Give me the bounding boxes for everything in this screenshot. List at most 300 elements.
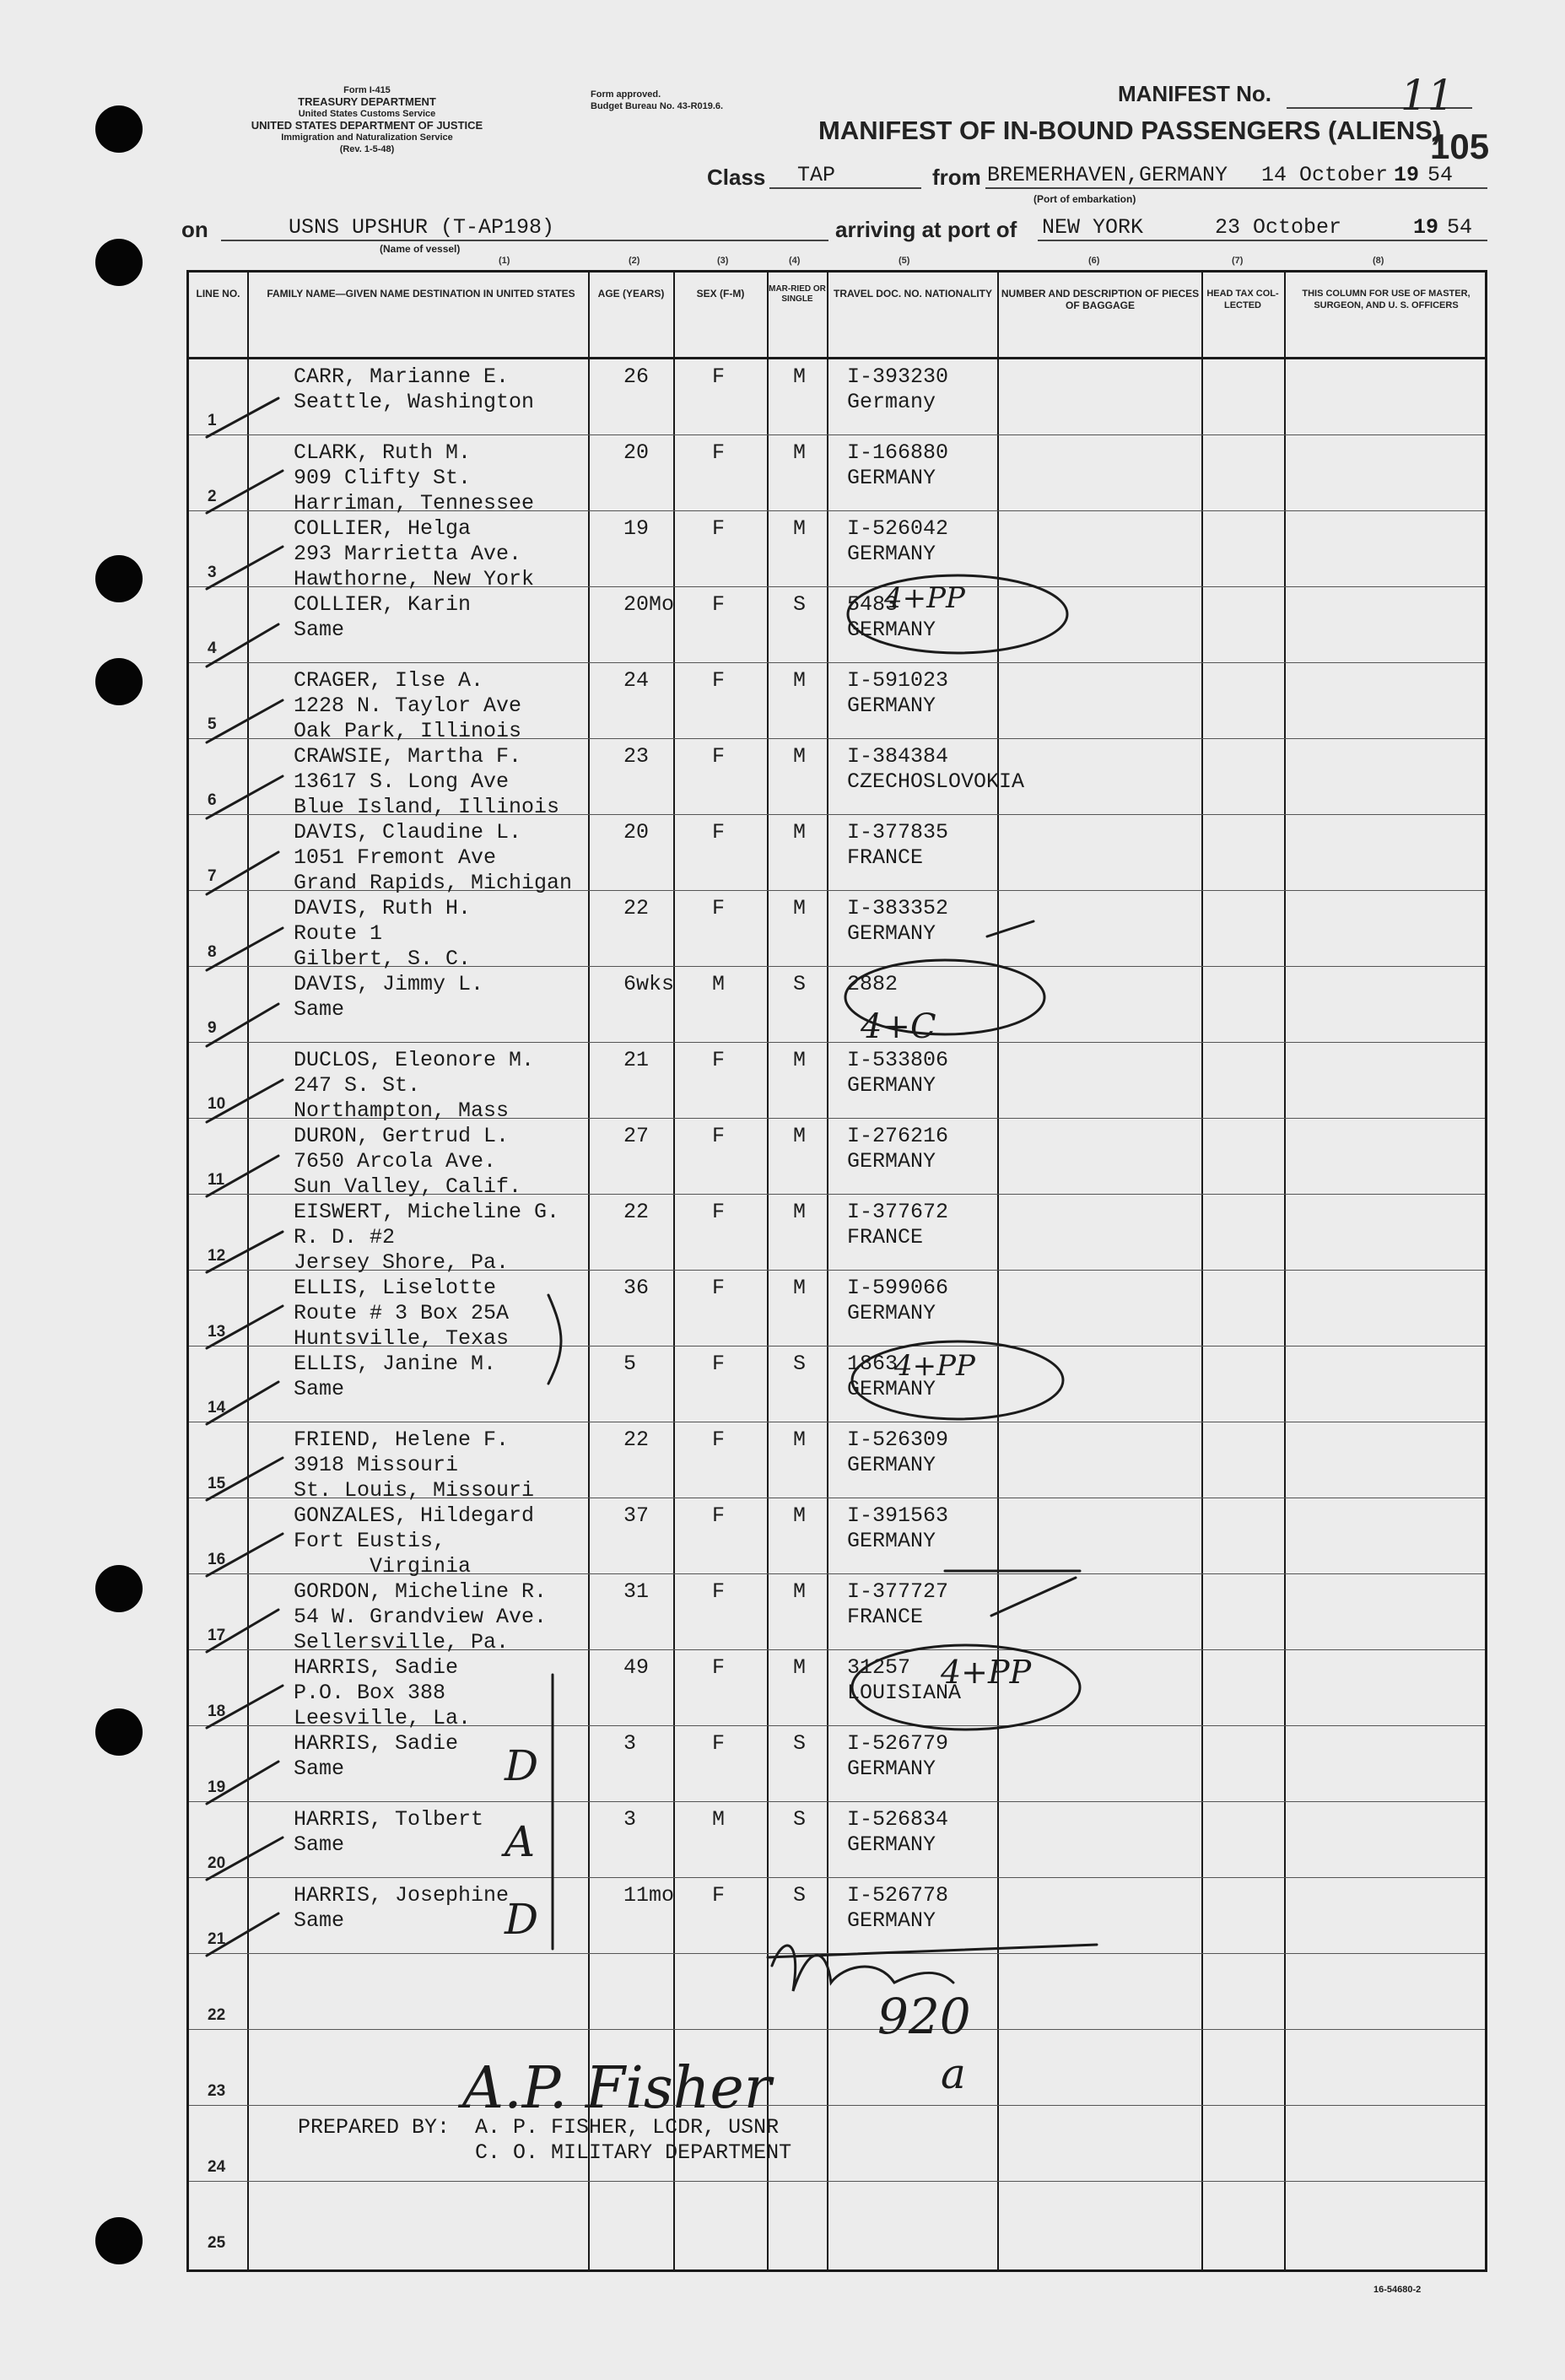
punch-hole xyxy=(95,658,143,705)
line-number: 20 xyxy=(208,1854,226,1872)
travel-doc-nationality xyxy=(847,1731,948,1782)
sex: F xyxy=(712,1200,726,1224)
age: 49 xyxy=(623,1655,650,1680)
line-number: 15 xyxy=(208,1475,226,1492)
passenger-name-destination xyxy=(294,1731,458,1782)
passenger-name: GONZALES, Hildegard xyxy=(294,1503,535,1528)
age: 23 xyxy=(623,744,650,769)
form-code: 16-54680-2 xyxy=(1373,2285,1422,2295)
departure-year-prefix: 19 xyxy=(1394,163,1420,187)
nationality: GERMANY xyxy=(847,1377,936,1401)
table-row xyxy=(189,1498,1485,1579)
age: 19 xyxy=(623,516,650,541)
sex: F xyxy=(712,1276,726,1300)
travel-doc-number: I-393230 xyxy=(847,364,949,389)
destination-line: Same xyxy=(294,618,345,642)
travel-doc-number: I-599066 xyxy=(847,1276,949,1300)
travel-doc-number: I-591023 xyxy=(847,668,949,693)
destination-line: 7650 Arcola Ave. xyxy=(294,1149,497,1174)
sex: F xyxy=(712,592,726,617)
age: 22 xyxy=(623,1427,650,1452)
passenger-name-destination xyxy=(294,972,483,1023)
line-number: 9 xyxy=(208,1019,217,1037)
line-number: 6 xyxy=(208,791,217,809)
destination-line: Oak Park, Illinois xyxy=(294,719,522,743)
prepared-by-line1: PREPARED BY: A. P. FISHER, LCDR, USNR xyxy=(298,2115,780,2140)
travel-doc-number: I-384384 xyxy=(847,744,949,769)
age: 21 xyxy=(623,1048,650,1072)
port-of-embarkation: BREMERHAVEN,GERMANY xyxy=(987,163,1228,187)
nationality: CZECHOSLOVOKIA xyxy=(847,769,1025,794)
destination-line: Same xyxy=(294,1832,345,1857)
destination-line: Northampton, Mass xyxy=(294,1098,510,1123)
travel-doc-nationality xyxy=(847,1048,948,1098)
annotation-row9: 4+C xyxy=(861,1007,936,1046)
nationality: GERMANY xyxy=(847,618,936,642)
passenger-name: DAVIS, Jimmy L. xyxy=(294,972,484,996)
marital-status: M xyxy=(793,364,807,389)
marital-status: M xyxy=(793,1276,807,1300)
travel-doc-number: I-377672 xyxy=(847,1200,949,1224)
column-header-name: FAMILY NAME—GIVEN NAME DESTINATION IN UNITED STATES xyxy=(267,288,575,300)
travel-doc-number: I-526778 xyxy=(847,1883,949,1908)
table-row xyxy=(189,1422,1485,1503)
manifest-number-value: 11 xyxy=(1400,71,1454,120)
sex: F xyxy=(712,1579,726,1604)
sex: F xyxy=(712,744,726,769)
travel-doc-number: I-166880 xyxy=(847,440,949,465)
destination-line: Gilbert, S. C. xyxy=(294,947,472,971)
line-number: 14 xyxy=(208,1399,226,1417)
travel-doc-nationality xyxy=(847,1579,948,1630)
form-approved: Form approved. Budget Bureau No. 43-R019.6. xyxy=(591,89,724,111)
arriving-label: arriving at port of xyxy=(835,217,1017,242)
age: 31 xyxy=(623,1579,650,1604)
destination-line: R. D. #2 xyxy=(294,1225,396,1249)
destination-line: 1051 Fremont Ave xyxy=(294,845,497,870)
line-number: 1 xyxy=(208,412,217,429)
vessel-name: USNS UPSHUR (T-AP198) xyxy=(289,215,555,240)
line-number: 7 xyxy=(208,867,217,885)
table-row xyxy=(189,1347,1485,1422)
sex: F xyxy=(712,1731,726,1756)
line-number: 25 xyxy=(208,2234,226,2252)
age: 22 xyxy=(623,896,650,920)
travel-doc-number: 5483 xyxy=(847,592,899,617)
passenger-table xyxy=(186,270,1487,2272)
passenger-name-destination xyxy=(294,1124,521,1200)
nationality: GERMANY xyxy=(847,1073,936,1098)
marital-status: M xyxy=(793,1579,807,1604)
passenger-name-destination xyxy=(294,1048,534,1124)
travel-doc-nationality xyxy=(847,668,948,719)
column-header-age: AGE (YEARS) xyxy=(597,288,665,300)
table-row xyxy=(189,1271,1485,1351)
table-row xyxy=(189,587,1485,663)
annotation-row19: D xyxy=(505,1741,539,1790)
marital-status: M xyxy=(793,1200,807,1224)
age: 6wks xyxy=(623,972,675,996)
marital-status: S xyxy=(793,972,807,996)
passenger-name: CRAGER, Ilse A. xyxy=(294,668,484,693)
travel-doc-number: I-377835 xyxy=(847,820,949,845)
punch-hole xyxy=(95,1708,143,1756)
table-row xyxy=(189,359,1485,435)
destination-line: 293 Marrietta Ave. xyxy=(294,542,522,566)
line-number: 19 xyxy=(208,1778,226,1796)
class-value: TAP xyxy=(797,163,836,187)
marital-status: S xyxy=(793,1731,807,1756)
table-row xyxy=(189,1878,1485,1954)
travel-doc-number: 31257 xyxy=(847,1655,911,1680)
destination-line: 909 Clifty St. xyxy=(294,466,472,490)
passenger-name: DAVIS, Ruth H. xyxy=(294,896,472,920)
marital-status: M xyxy=(793,1048,807,1072)
destination-line: Blue Island, Illinois xyxy=(294,795,560,819)
travel-doc-nationality xyxy=(847,1276,948,1326)
travel-doc-nationality xyxy=(847,972,898,997)
destination-line: 1228 N. Taylor Ave xyxy=(294,693,522,718)
line-number: 11 xyxy=(208,1171,225,1189)
table-row xyxy=(189,1195,1485,1275)
punch-hole xyxy=(95,1565,143,1612)
annotation-bottom-numbers: 920 xyxy=(877,1988,971,2045)
sex: F xyxy=(712,1883,726,1908)
revision: (Rev. 1-5-48) xyxy=(339,144,395,154)
passenger-name: HARRIS, Josephine xyxy=(294,1883,510,1908)
destination-line: Harriman, Tennessee xyxy=(294,491,535,515)
table-row xyxy=(189,435,1485,515)
destination-line: 3918 Missouri xyxy=(294,1453,459,1477)
marital-status: M xyxy=(793,1503,807,1528)
passenger-name: COLLIER, Karin xyxy=(294,592,472,617)
table-row xyxy=(189,663,1485,743)
passenger-name: CRAWSIE, Martha F. xyxy=(294,744,522,769)
sex: F xyxy=(712,1655,726,1680)
class-label: Class xyxy=(707,165,766,190)
destination-line: Route 1 xyxy=(294,921,383,946)
marital-status: M xyxy=(793,744,807,769)
table-row xyxy=(189,739,1485,819)
nationality: GERMANY xyxy=(847,1908,936,1933)
passenger-name-destination xyxy=(294,1503,534,1579)
form-identification xyxy=(181,84,553,155)
passenger-name-destination xyxy=(294,1655,471,1731)
nationality: GERMANY xyxy=(847,542,936,566)
form-number: Form I-415 xyxy=(343,85,391,95)
department-name: TREASURY DEPARTMENT xyxy=(298,95,436,108)
destination-line: Leesville, La. xyxy=(294,1706,472,1730)
travel-doc-nationality xyxy=(847,1124,948,1174)
passenger-name-destination xyxy=(294,1579,547,1655)
empty-row xyxy=(189,2030,1485,2106)
nationality: GERMANY xyxy=(847,693,936,718)
travel-doc-nationality xyxy=(847,516,948,567)
passenger-name-destination xyxy=(294,592,471,643)
passenger-name: CARR, Marianne E. xyxy=(294,364,510,389)
arrival-year: 54 xyxy=(1447,215,1473,240)
line-number: 22 xyxy=(208,2006,226,2024)
table-row xyxy=(189,1119,1485,1199)
travel-doc-nationality xyxy=(847,1503,948,1554)
age: 24 xyxy=(623,668,650,693)
nationality: GERMANY xyxy=(847,1832,936,1857)
passenger-name-destination xyxy=(294,1807,483,1858)
arrival-port: NEW YORK xyxy=(1042,215,1144,240)
table-row xyxy=(189,1650,1485,1730)
travel-doc-nationality xyxy=(847,1200,948,1250)
age: 20Mo xyxy=(623,592,675,617)
sex: F xyxy=(712,1352,726,1376)
travel-doc-number: I-526042 xyxy=(847,516,949,541)
line-number: 12 xyxy=(208,1247,226,1265)
passenger-name: DAVIS, Claudine L. xyxy=(294,820,522,845)
annotation-row21: D xyxy=(505,1895,539,1944)
travel-doc-nationality xyxy=(847,820,948,871)
travel-doc-nationality xyxy=(847,1427,948,1478)
sex: F xyxy=(712,1503,726,1528)
destination-line: Virginia xyxy=(294,1554,472,1579)
destination-line: Huntsville, Texas xyxy=(294,1326,510,1351)
passenger-name: CLARK, Ruth M. xyxy=(294,440,472,465)
age: 36 xyxy=(623,1276,650,1300)
departure-year: 54 xyxy=(1427,163,1454,187)
line-number: 21 xyxy=(208,1930,226,1948)
destination-line: Grand Rapids, Michigan xyxy=(294,871,573,895)
sex: F xyxy=(712,896,726,920)
ins-name: Immigration and Naturalization Service xyxy=(281,132,453,143)
travel-doc-number: I-526309 xyxy=(847,1427,949,1452)
on-label: on xyxy=(181,217,208,242)
sex: F xyxy=(712,516,726,541)
nationality: GERMANY xyxy=(847,1757,936,1781)
punch-hole xyxy=(95,105,143,153)
vessel-name-label: (Name of vessel) xyxy=(380,243,461,255)
line-number: 4 xyxy=(208,640,217,657)
justice-dept-name: UNITED STATES DEPARTMENT OF JUSTICE xyxy=(251,119,483,132)
column-header-travel-doc: TRAVEL DOC. NO. NATIONALITY xyxy=(834,288,992,300)
departure-date: 14 October xyxy=(1261,163,1389,187)
destination-line: Same xyxy=(294,1908,345,1933)
line-number: 18 xyxy=(208,1703,226,1720)
line-number: 24 xyxy=(208,2158,226,2176)
destination-line: 247 S. St. xyxy=(294,1073,421,1098)
arrival-date: 23 October xyxy=(1215,215,1342,240)
passenger-name: HARRIS, Tolbert xyxy=(294,1807,484,1832)
punch-hole xyxy=(95,555,143,602)
punch-hole xyxy=(95,2217,143,2264)
destination-line: Route # 3 Box 25A xyxy=(294,1301,510,1325)
passenger-name-destination xyxy=(294,896,471,972)
table-row xyxy=(189,891,1485,971)
passenger-name-destination xyxy=(294,1427,534,1503)
destination-line: Same xyxy=(294,1377,345,1401)
destination-line: Jersey Shore, Pa. xyxy=(294,1250,510,1275)
sex: F xyxy=(712,668,726,693)
nationality: GERMANY xyxy=(847,921,936,946)
nationality: GERMANY xyxy=(847,1453,936,1477)
sex: F xyxy=(712,364,726,389)
passenger-name: DURON, Gertrud L. xyxy=(294,1124,510,1148)
table-row xyxy=(189,511,1485,591)
nationality: FRANCE xyxy=(847,1225,924,1249)
annotation-bottom-letter: a xyxy=(941,2049,966,2098)
destination-line: Sun Valley, Calif. xyxy=(294,1174,522,1199)
empty-row xyxy=(189,2182,1485,2258)
nationality: GERMANY xyxy=(847,1529,936,1553)
table-row xyxy=(189,1574,1485,1654)
annotation-row14: 4+PP xyxy=(894,1349,975,1383)
travel-doc-nationality xyxy=(847,364,948,415)
marital-status: S xyxy=(793,1807,807,1832)
passenger-name-destination xyxy=(294,744,559,820)
passenger-name-destination xyxy=(294,1200,559,1276)
passenger-name-destination xyxy=(294,440,534,516)
passenger-name-destination xyxy=(294,820,572,896)
sex: F xyxy=(712,440,726,465)
sex: F xyxy=(712,820,726,845)
service-name: United States Customs Service xyxy=(298,109,436,119)
travel-doc-number: I-276216 xyxy=(847,1124,949,1148)
annotation-row18: 4+PP xyxy=(941,1654,1032,1691)
from-label: from xyxy=(932,165,981,190)
travel-doc-nationality xyxy=(847,1655,961,1706)
prepared-by xyxy=(298,2115,791,2166)
destination-line: P.O. Box 388 xyxy=(294,1681,446,1705)
line-number: 2 xyxy=(208,488,217,505)
age: 26 xyxy=(623,364,650,389)
nationality: GERMANY xyxy=(847,466,936,490)
nationality: GERMANY xyxy=(847,1149,936,1174)
marital-status: M xyxy=(793,1124,807,1148)
age: 20 xyxy=(623,820,650,845)
destination-line: St. Louis, Missouri xyxy=(294,1478,535,1503)
passenger-name: HARRIS, Sadie xyxy=(294,1731,459,1756)
passenger-name-destination xyxy=(294,516,534,592)
nationality: FRANCE xyxy=(847,845,924,870)
table-row xyxy=(189,1802,1485,1878)
travel-doc-number: 1863 xyxy=(847,1352,899,1376)
age: 27 xyxy=(623,1124,650,1148)
annotation-row4: 4+PP xyxy=(884,581,965,615)
age: 22 xyxy=(623,1200,650,1224)
marital-status: M xyxy=(793,516,807,541)
travel-doc-number: 2882 xyxy=(847,972,899,996)
travel-doc-nationality xyxy=(847,744,1024,795)
nationality: GERMANY xyxy=(847,1301,936,1325)
sex: F xyxy=(712,1427,726,1452)
passenger-name-destination xyxy=(294,1883,509,1934)
column-numbers: (1) (2) (3) (4) (5) (6) (7) (8) xyxy=(499,256,1384,266)
destination-line: Same xyxy=(294,1757,345,1781)
travel-doc-nationality xyxy=(847,440,948,491)
travel-doc-number: I-533806 xyxy=(847,1048,949,1072)
table-row xyxy=(189,967,1485,1043)
sex: F xyxy=(712,1048,726,1072)
destination-line: Sellersville, Pa. xyxy=(294,1630,510,1654)
page-title: MANIFEST OF IN-BOUND PASSENGERS (ALIENS) xyxy=(818,116,1442,145)
travel-doc-number: I-377727 xyxy=(847,1579,949,1604)
column-header-baggage: NUMBER AND DESCRIPTION OF PIECES OF BAGGAGE xyxy=(1001,288,1200,311)
passenger-name: DUCLOS, Eleonore M. xyxy=(294,1048,535,1072)
travel-doc-nationality xyxy=(847,1883,948,1934)
marital-status: M xyxy=(793,668,807,693)
passenger-name: GORDON, Micheline R. xyxy=(294,1579,548,1604)
column-header-married: MAR-RIED OR SINGLE xyxy=(769,284,826,304)
signature: A.P. Fisher xyxy=(462,2055,772,2122)
passenger-name: EISWERT, Micheline G. xyxy=(294,1200,560,1224)
table-row xyxy=(189,1043,1485,1123)
port-of-embarkation-label: (Port of embarkation) xyxy=(1033,193,1136,205)
marital-status: M xyxy=(793,1427,807,1452)
line-number: 8 xyxy=(208,943,217,961)
age: 5 xyxy=(623,1352,637,1376)
nationality: FRANCE xyxy=(847,1605,924,1629)
passenger-name-destination xyxy=(294,364,534,415)
page-number: 105 xyxy=(1430,127,1490,166)
column-header-line-no: LINE NO. xyxy=(196,288,240,300)
travel-doc-nationality xyxy=(847,592,936,643)
line-number: 17 xyxy=(208,1627,226,1644)
travel-doc-nationality xyxy=(847,1352,936,1402)
passenger-name: FRIEND, Helene F. xyxy=(294,1427,510,1452)
marital-status: S xyxy=(793,1883,807,1908)
line-number: 13 xyxy=(208,1323,226,1341)
arrival-year-prefix: 19 xyxy=(1413,215,1439,240)
destination-line: Hawthorne, New York xyxy=(294,567,535,591)
line-number: 10 xyxy=(208,1095,226,1113)
travel-doc-number: I-383352 xyxy=(847,896,949,920)
prepared-by-line2: C. O. MILITARY DEPARTMENT xyxy=(298,2140,792,2165)
line-number: 5 xyxy=(208,715,217,733)
nationality: LOUISIANA xyxy=(847,1681,962,1705)
line-number: 3 xyxy=(208,564,217,581)
annotation-row20: A xyxy=(505,1817,536,1866)
sex: M xyxy=(712,972,726,996)
table-row xyxy=(189,815,1485,895)
sex: F xyxy=(712,1124,726,1148)
marital-status: M xyxy=(793,896,807,920)
travel-doc-nationality xyxy=(847,896,948,947)
travel-doc-number: I-526779 xyxy=(847,1731,949,1756)
passenger-name: ELLIS, Janine M. xyxy=(294,1352,497,1376)
column-header-sex: SEX (F-M) xyxy=(696,288,745,300)
column-header-head-tax: HEAD TAX COL-LECTED xyxy=(1206,289,1279,310)
sex: M xyxy=(712,1807,726,1832)
age: 20 xyxy=(623,440,650,465)
travel-doc-number: I-526834 xyxy=(847,1807,949,1832)
marital-status: S xyxy=(793,1352,807,1376)
destination-line: 13617 S. Long Ave xyxy=(294,769,510,794)
passenger-name: ELLIS, Liselotte xyxy=(294,1276,497,1300)
destination-line: Seattle, Washington xyxy=(294,390,535,414)
passenger-name-destination xyxy=(294,668,521,744)
empty-row xyxy=(189,1954,1485,2030)
passenger-name-destination xyxy=(294,1352,496,1402)
destination-line: 54 W. Grandview Ave. xyxy=(294,1605,548,1629)
age: 3 xyxy=(623,1731,637,1756)
age: 3 xyxy=(623,1807,637,1832)
destination-line: Same xyxy=(294,997,345,1022)
table-row xyxy=(189,1726,1485,1802)
column-header-officers: THIS COLUMN FOR USE OF MASTER, SURGEON, AND U. S. OFFICERS xyxy=(1302,289,1471,310)
age: 11mo xyxy=(623,1883,675,1908)
travel-doc-number: I-391563 xyxy=(847,1503,949,1528)
age: 37 xyxy=(623,1503,650,1528)
passenger-name: HARRIS, Sadie xyxy=(294,1655,459,1680)
line-number: 16 xyxy=(208,1551,226,1568)
marital-status: M xyxy=(793,820,807,845)
